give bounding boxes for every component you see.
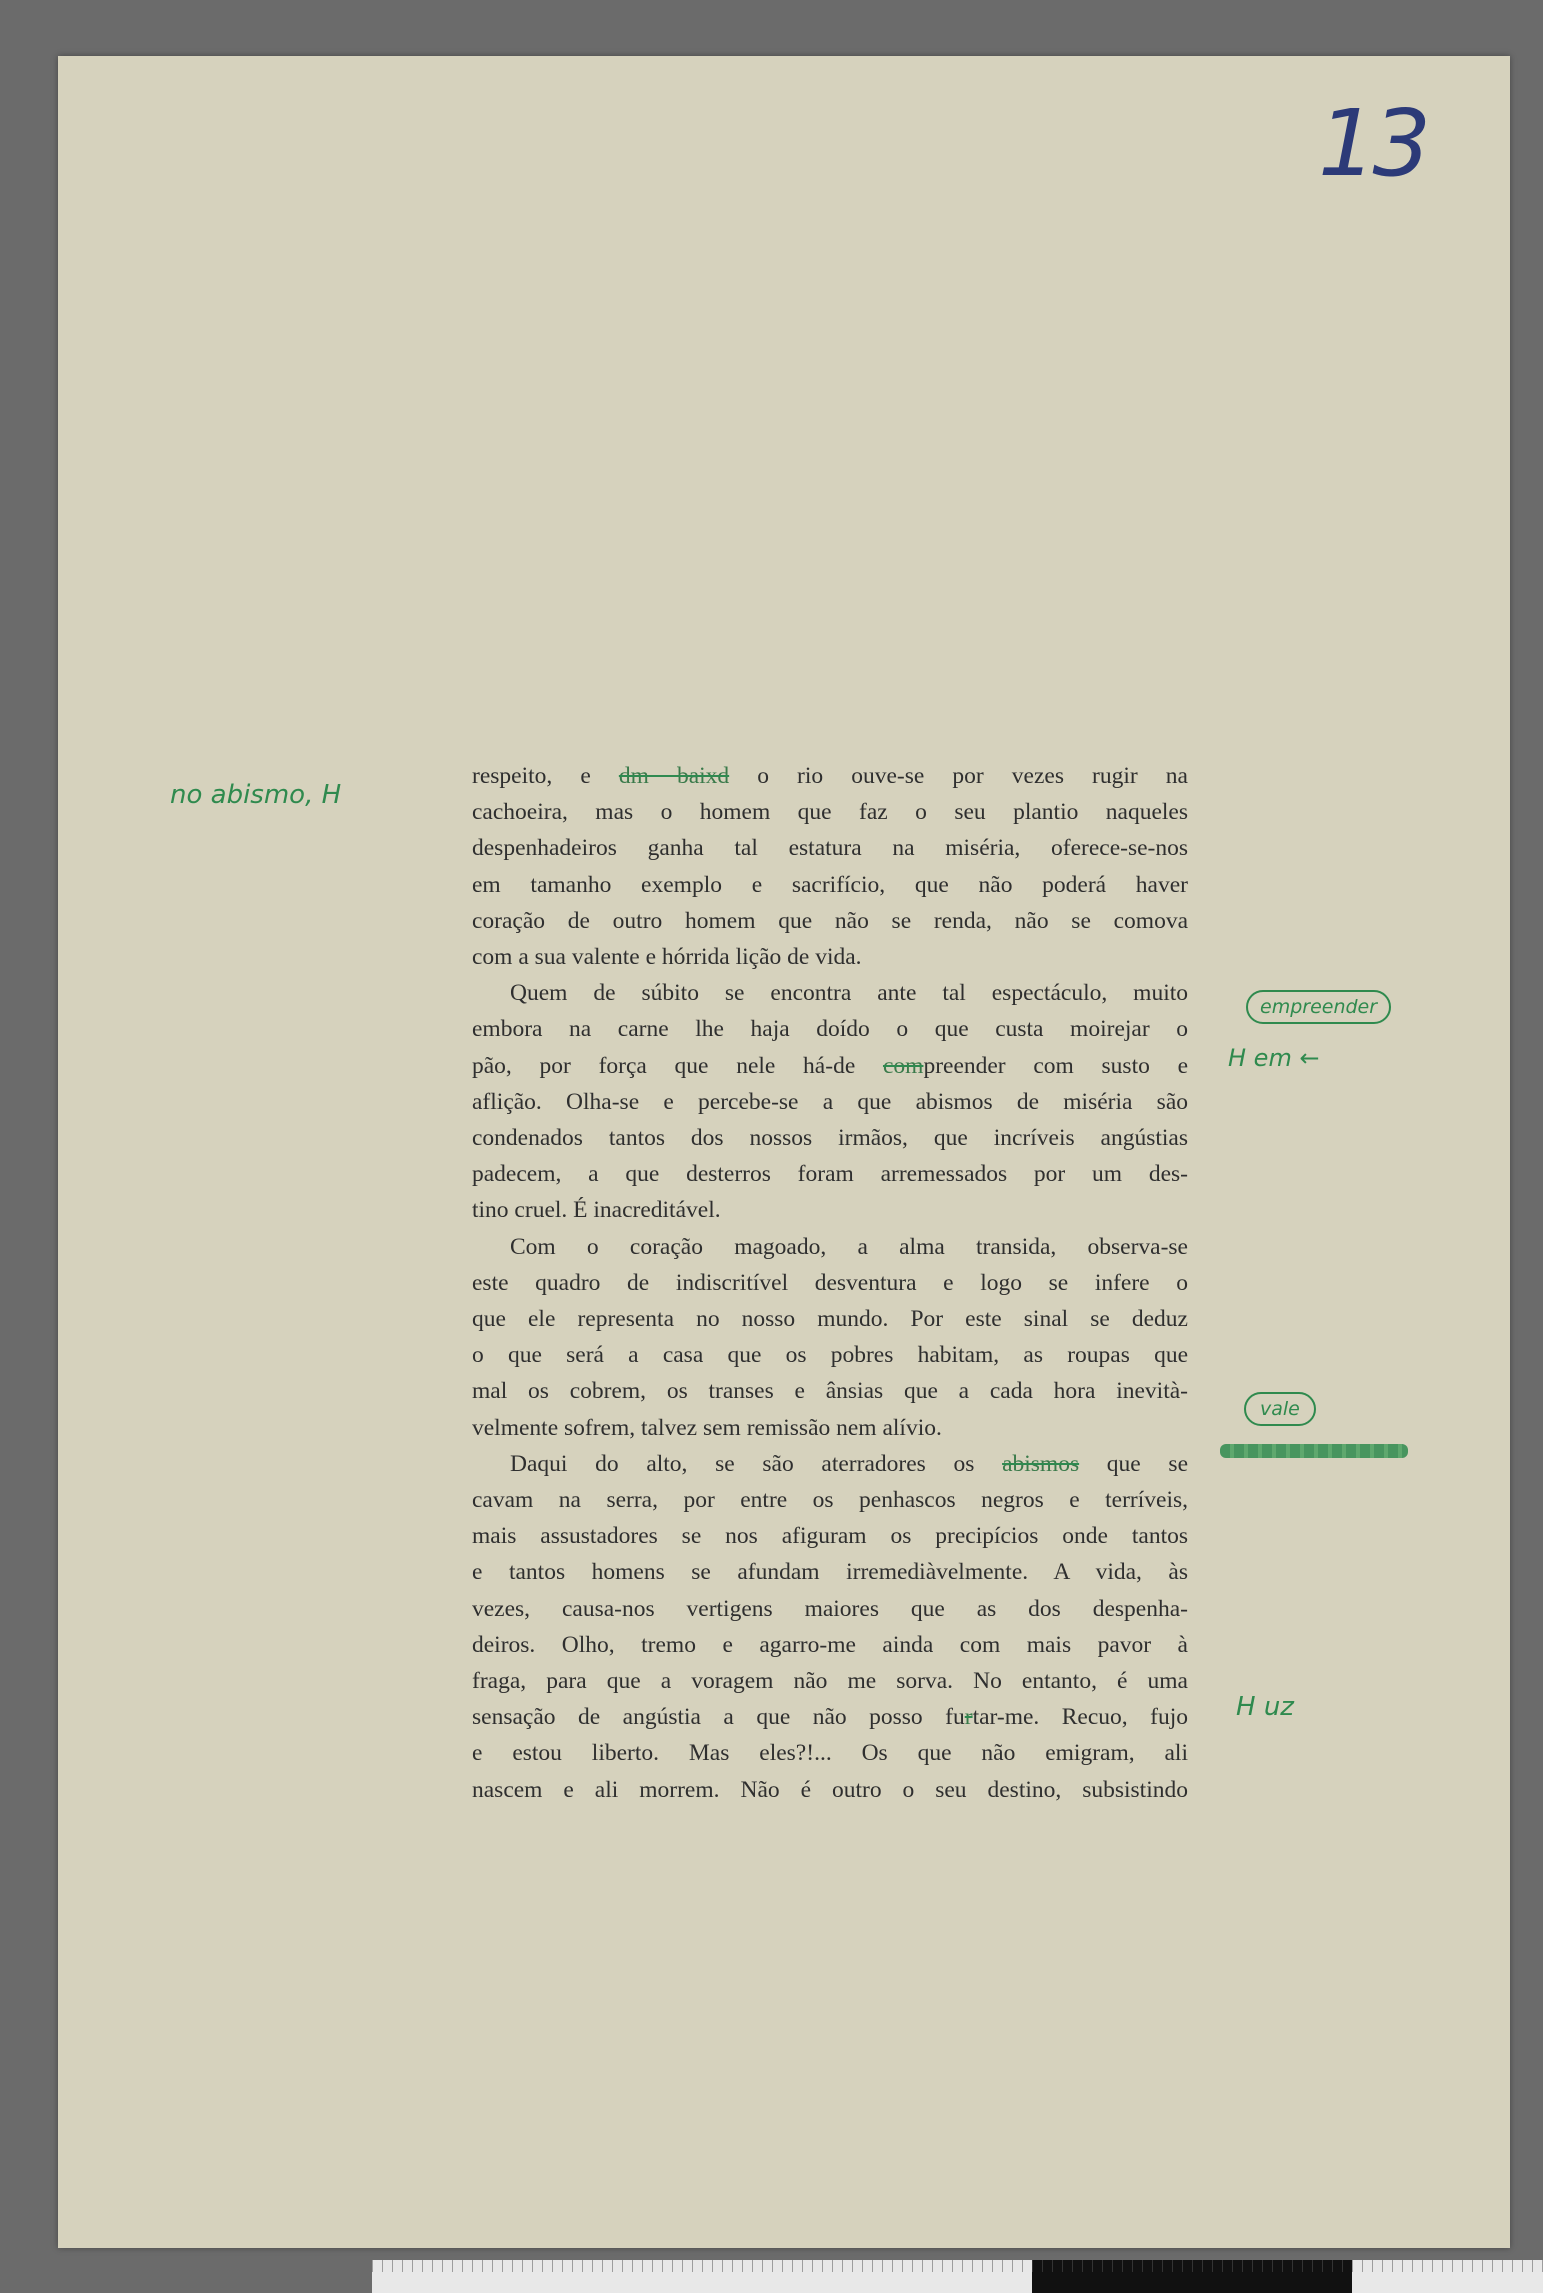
margin-note-huz: H uz — [1236, 1692, 1294, 1722]
text-line — [472, 1192, 1188, 1228]
text-segment: despenhadeiros ganha tal estatura na miséria, oferece-se-nos — [472, 835, 1188, 862]
text-segment: Quem de súbito se encontra ante tal espectáculo, muito — [510, 980, 1188, 1007]
margin-note-vale: vale — [1244, 1392, 1316, 1426]
text-line — [472, 1410, 1188, 1446]
text-segment: em tamanho exemplo e sacrifício, que não poderá haver — [472, 871, 1188, 898]
text-segment: mal os cobrem, os transes e ânsias que a cada hora inevità- — [472, 1378, 1188, 1405]
text-line — [472, 1627, 1188, 1663]
text-segment: embora na carne lhe haja doído o que custa moirejar o — [472, 1016, 1188, 1043]
text-line — [472, 1482, 1188, 1518]
text-line — [472, 1011, 1188, 1047]
scale-ruler-ticks — [372, 2260, 1543, 2272]
text-segment: o rio ouve-se por vezes rugir na — [729, 763, 1188, 789]
text-line — [472, 794, 1188, 830]
text-segment: vezes, causa-nos vertigens maiores que as dos despenha- — [472, 1595, 1188, 1622]
text-line — [472, 939, 1188, 975]
text-line — [472, 1446, 1188, 1482]
text-segment: aflição. Olha-se e percebe-se a que abismos de miséria são — [472, 1088, 1188, 1115]
text-segment: velmente sofrem, talvez sem remissão nem alívio. — [472, 1414, 942, 1441]
struck-text: com — [882, 1052, 924, 1079]
text-line — [472, 975, 1188, 1011]
text-segment: e tantos homens se afundam irremediàvelmente. A vida, às — [472, 1559, 1188, 1586]
text-segment: padecem, a que desterros foram arremessados por um des- — [472, 1161, 1188, 1188]
text-segment: este quadro de indiscritível desventura e logo se infere o — [472, 1269, 1188, 1296]
text-segment: nascem e ali morrem. Não é outro o seu destino, subsistindo — [472, 1776, 1188, 1803]
text-line — [472, 1518, 1188, 1554]
text-line — [472, 1735, 1188, 1771]
page-number: 13 — [1318, 90, 1428, 197]
text-line — [472, 1591, 1188, 1627]
struck-text: abismos — [1002, 1450, 1080, 1477]
text-line — [472, 1301, 1188, 1337]
text-segment: preender com susto e — [923, 1052, 1188, 1079]
text-line — [472, 1663, 1188, 1699]
text-segment: Daqui do alto, se são aterradores os — [510, 1450, 1003, 1477]
text-segment: deiros. Olho, tremo e agarro-me ainda com mais pavor à — [472, 1631, 1188, 1658]
text-segment: com a sua valente e hórrida lição de vida. — [472, 944, 862, 971]
text-segment: e estou liberto. Mas eles?!... Os que não emigram, ali — [472, 1740, 1188, 1767]
text-segment: que ele representa no nosso mundo. Por este sinal se deduz — [472, 1306, 1188, 1333]
text-line — [472, 1120, 1188, 1156]
body-text — [472, 758, 1188, 1808]
text-segment: cachoeira, mas o homem que faz o seu plantio naqueles — [472, 799, 1188, 826]
text-line — [472, 830, 1188, 866]
margin-scribble — [1220, 1444, 1408, 1458]
text-segment: respeito, e — [472, 763, 619, 789]
text-segment: tino cruel. É inacreditável. — [472, 1197, 721, 1224]
text-segment: sensação de angústia a que não posso fu — [472, 1704, 965, 1731]
text-line — [472, 1699, 1188, 1735]
text-line — [472, 1554, 1188, 1590]
margin-note-abismo: no abismo, H — [170, 780, 342, 810]
struck-text: dm baixd — [618, 763, 730, 789]
text-line — [472, 1084, 1188, 1120]
text-line — [472, 1156, 1188, 1192]
text-segment: cavam na serra, por entre os penhascos negros e terríveis, — [472, 1487, 1188, 1514]
text-segment: Com o coração magoado, a alma transida, observa-se — [510, 1233, 1188, 1260]
text-segment: fraga, para que a voragem não me sorva. No entanto, é uma — [472, 1668, 1188, 1695]
struck-text: r — [964, 1704, 973, 1731]
text-segment: coração de outro homem que não se renda, não se comova — [472, 907, 1188, 934]
text-line — [472, 1373, 1188, 1409]
text-line — [472, 1048, 1188, 1084]
margin-note-empreender: empreender — [1246, 990, 1391, 1024]
text-segment: condenados tantos dos nossos irmãos, que incríveis angústias — [472, 1125, 1188, 1152]
text-line — [472, 1772, 1188, 1808]
text-line — [472, 1337, 1188, 1373]
text-segment: que se — [1079, 1450, 1189, 1477]
text-segment: pão, por força que nele há-de — [472, 1052, 883, 1079]
margin-note-hem: H em ← — [1228, 1044, 1320, 1072]
text-line — [472, 903, 1188, 939]
text-segment: tar-me. Recuo, fujo — [972, 1704, 1188, 1731]
text-segment: o que será a casa que os pobres habitam, as roupas que — [472, 1342, 1188, 1369]
text-line — [472, 1265, 1188, 1301]
text-line — [472, 867, 1188, 903]
text-line — [472, 758, 1188, 794]
text-segment: mais assustadores se nos afiguram os precipícios onde tantos — [472, 1523, 1188, 1550]
text-line — [472, 1229, 1188, 1265]
